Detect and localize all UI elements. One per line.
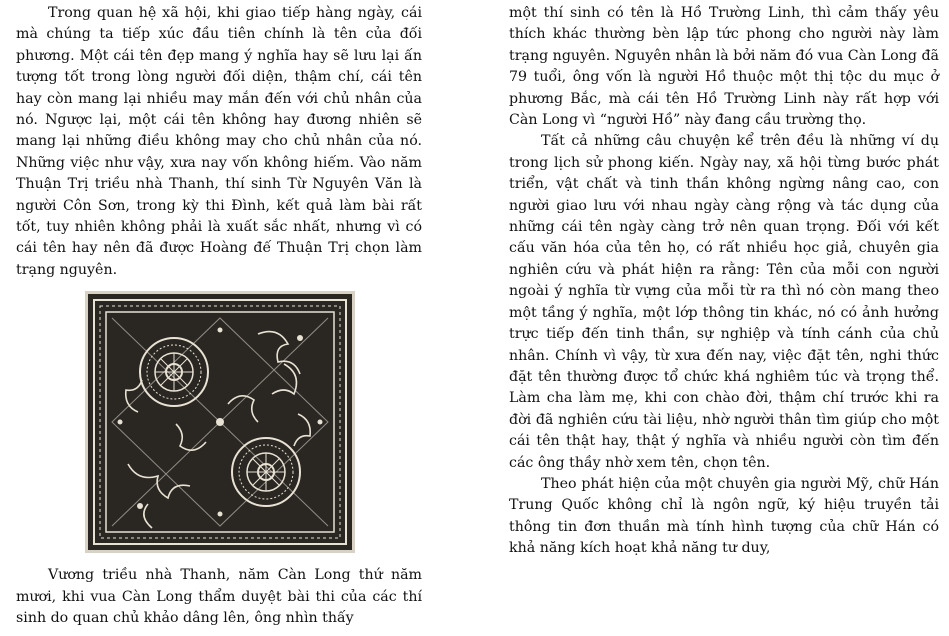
right-column (509, 3, 939, 560)
paragraph-qianlong-continued: một thí sinh có tên là Hồ Trường Linh, thì cảm thấy yêu thích khác thường bèn lập tức phong cho người này làm trạng nguyên. Nguyên nhân là bởi năm đó vua Càn Long đã 79 tuổi, ông vốn là người Hồ thuộc một thị tộc du mục ở phương Bắc, mà cái tên Hồ Trường Linh này rất hợp với Càn Long vì “người Hồ” này đang cầu trường thọ. (509, 5, 939, 129)
paragraph-american-expert: Theo phát hiện của một chuyên gia người Mỹ, chữ Hán Trung Quốc không chỉ là ngôn ngữ, ký hiệu truyền tải thông tin đơn thuần mà tính hình tượng của chữ Hán có khả năng kích hoạt khả năng tư duy, (509, 475, 939, 557)
paragraph-modern-names: Tất cả những câu chuyện kể trên đều là những ví dụ trong lịch sử phong kiến. Ngày nay, xã hội từng bước phát triển, vật chất và tinh thần không ngừng nâng cao, con người giao lưu với nhau ngày càng rộng và tác dụng của những cái tên ngày càng trở nên quan trọng. Đối với kết cấu văn hóa của tên họ, có rất nhiều học giả, chuyên gia nghiên cứu và phát hiện ra rằng: Tên của mỗi con người ngoài ý nghĩa từ vựng của mỗi từ ra thì nó còn mang theo một tầng ý nghĩa, một lớp thông tin khác, nó có ảnh hưởng trực tiếp đến tinh thần, sự nghiệp và tính cánh của chủ nhân. Chính vì vậy, từ xưa đến nay, việc đặt tên, nghi thức đặt tên thường được tổ chức khá nghiêm túc và trọng thể. Làm cha làm mẹ, khi con chào đời, thậm chí trước khi ra đời đã nghiên cứu tài liệu, nhờ người thân tìm giúp cho một cái tên thật hay, thật ý nghĩa và nhiều người còn tìm đến các ông thầy nhờ xem tên, chọn tên. (509, 133, 939, 471)
paragraph-intro: Trong quan hệ xã hội, khi giao tiếp hàng ngày, cái mà chúng ta tiếp xúc đầu tiên chính là tên của đối phương. Một cái tên đẹp mang ý nghĩa hay sẽ lưu lại ấn tượng tốt trong lòng người đối diện, thậm chí, cái tên hay còn mang lại nhiều may mắn đến với chủ nhân của nó. Ngược lại, một cái tên không hay đương nhiên sẽ mang lại những điều không may cho chủ nhân của nó. Những việc như vậy, xưa nay vốn không hiếm. Vào năm Thuận Trị triều nhà Thanh, thí sinh Từ Nguyên Văn là người Côn Sơn, trong kỳ thi Đình, kết quả làm bài rất tốt, tuy nhiên không phải là xuất sắc nhất, nhưng vì có cái tên hay nên đã được Hoàng đế Thuận Trị chọn làm trạng nguyên. (16, 5, 422, 278)
left-column (16, 3, 422, 630)
ornamental-pattern-icon (88, 294, 352, 550)
paragraph-qianlong: Vương triều nhà Thanh, năm Càn Long thứ năm mươi, khi vua Càn Long thẩm duyệt bài thi của các thí sinh do quan chủ khảo dâng lên, ông nhìn thấy (16, 567, 422, 627)
ornamental-pattern-image (85, 291, 355, 553)
